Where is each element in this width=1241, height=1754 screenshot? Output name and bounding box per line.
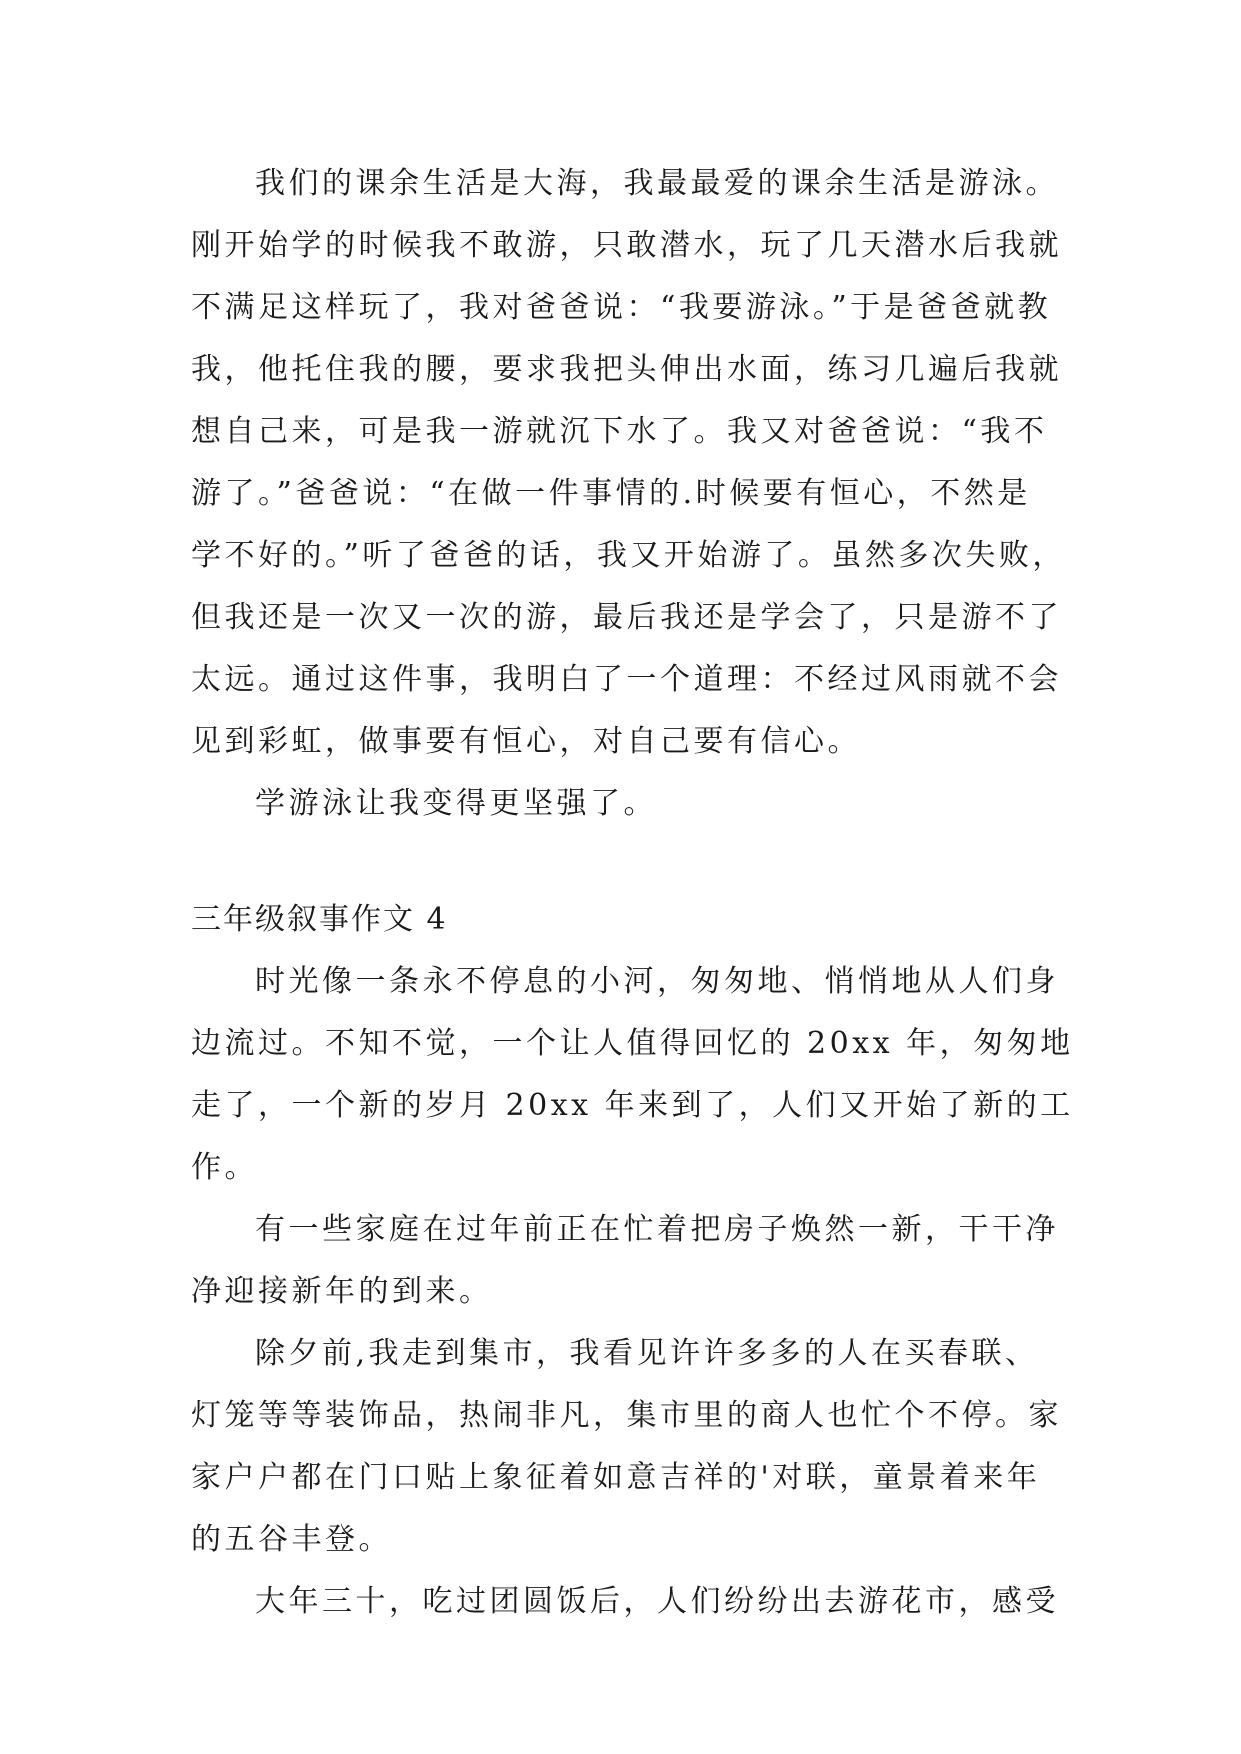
text-line: 时光像一条永不停息的小河，匆匆地、悄悄地从人们身: [255, 964, 1059, 999]
text-line: 大年三十，吃过团圆饭后，人们纷纷出去游花市，感受: [255, 1584, 1059, 1619]
section-heading: 三年级叙事作文 4: [191, 902, 448, 937]
text-line: 游了。”爸爸说：“在做一件事情的.时候要有恒心，不然是: [191, 476, 1031, 511]
paragraph-market: [191, 1323, 1062, 1571]
paragraph-closing: 学游泳让我变得更坚强了。: [255, 786, 657, 821]
section-gap: [191, 835, 1056, 889]
text-line: 家户户都在门口贴上象征着如意吉祥的'对联，童景着来年: [191, 1460, 1041, 1495]
text-line: 太远。通过这件事，我明白了一个道理：不经过风雨就不会: [191, 662, 1062, 697]
text-line: 有一些家庭在过年前正在忙着把房子焕然一新，干干净: [255, 1212, 1059, 1247]
text-line: 想自己来，可是我一游就沉下水了。我又对爸爸说：“我不: [191, 414, 1048, 449]
text-line: 边流过。不知不觉，一个让人值得回忆的 20xx 年，匆匆地: [191, 1026, 1074, 1061]
text-line: 刚开始学的时候我不敢游，只敢潜水，玩了几天潜水后我就: [191, 228, 1062, 263]
paragraph-new-year-eve: [191, 1571, 1059, 1633]
text-line: 我们的课余生活是大海，我最最爱的课余生活是游泳。: [255, 166, 1059, 201]
text-line: 见到彩虹，做事要有恒心，对自己要有信心。: [191, 724, 861, 759]
text-line: 学不好的。”听了爸爸的话，我又开始游了。虽然多次失败，: [191, 538, 1066, 573]
text-line: 不满足这样玩了，我对爸爸说：“我要游泳。”于是爸爸就教: [191, 290, 1052, 325]
text-line: 净迎接新年的到来。: [191, 1274, 493, 1309]
paragraph-cleaning: [191, 1199, 1059, 1323]
paragraph-time: [191, 951, 1074, 1199]
text-line: 但我还是一次又一次的游，最后我还是学会了，只是游不了: [191, 600, 1062, 635]
paragraph-swimming: [191, 153, 1066, 773]
document-page: [191, 153, 1074, 1633]
text-line: 作。: [191, 1150, 258, 1185]
text-line: 走了，一个新的岁月 20xx 年来到了，人们又开始了新的工: [191, 1088, 1074, 1123]
text-line: 除夕前,我走到集市，我看见许许多多的人在买春联、: [255, 1336, 1039, 1371]
text-line: 我，他托住我的腰，要求我把头伸出水面，练习几遍后我就: [191, 352, 1062, 387]
text-line: 的五谷丰登。: [191, 1522, 392, 1557]
text-line: 灯笼等等装饰品，热闹非凡，集市里的商人也忙个不停。家: [191, 1398, 1062, 1433]
